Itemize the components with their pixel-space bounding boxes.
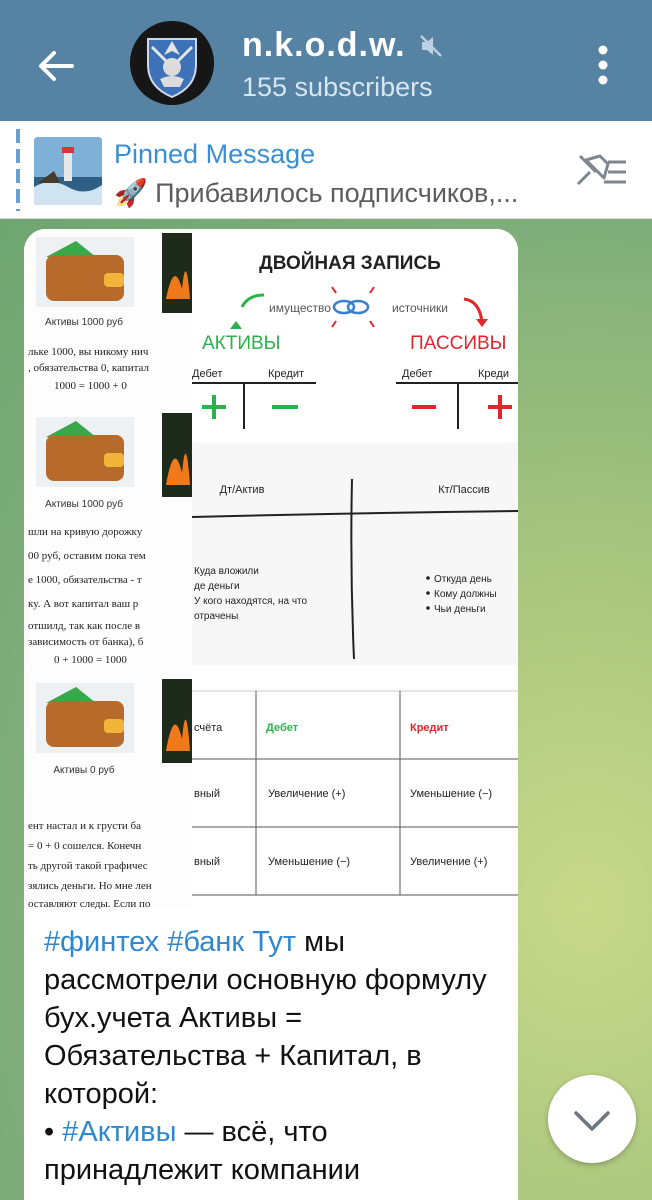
svg-text:Кредит: Кредит: [410, 722, 449, 734]
svg-text:е 1000, обязательства - т: е 1000, обязательства - т: [28, 574, 142, 586]
svg-text:счёта: счёта: [194, 722, 223, 734]
svg-text:Увеличение (+): Увеличение (+): [410, 856, 488, 868]
svg-text:Уменьшение (−): Уменьшение (−): [410, 788, 493, 800]
message-text: [44, 923, 504, 1189]
message-body: мы рассмотрели основную формулу бух.учета Активы = Обязательства + Капитал, в которой:: [44, 926, 487, 1110]
svg-text:1000 = 1000 + 0: 1000 = 1000 + 0: [54, 380, 127, 392]
svg-text:ент настал и к грусти ба: ент настал и к грусти ба: [28, 820, 142, 832]
more-vertical-icon[interactable]: [590, 40, 616, 90]
pinned-thumbnail: [34, 137, 102, 205]
svg-text:оставляют следы. Если по: оставляют следы. Если по: [28, 898, 151, 909]
pinned-message-bar[interactable]: [0, 121, 652, 219]
double-entry-title: ДВОЙНАЯ ЗАПИСЬ: [259, 253, 441, 274]
link-here[interactable]: Тут: [252, 926, 297, 958]
assets-label: АКТИВЫ: [202, 333, 281, 354]
svg-text:зялись деньги. Но мне лен: зялись деньги. Но мне лен: [28, 880, 152, 892]
liabilities-label: ПАССИВЫ: [410, 333, 507, 354]
wallet-label-1: Активы 1000 руб: [45, 317, 123, 328]
post-image[interactable]: [24, 229, 518, 909]
svg-text:0 + 1000 = 1000: 0 + 1000 = 1000: [54, 654, 127, 666]
channel-name: n.k.o.d.w.: [242, 26, 406, 64]
pinned-title: Pinned Message: [114, 139, 316, 169]
svg-text:вный: вный: [194, 856, 220, 868]
svg-text:Куда вложили: Куда вложили: [194, 566, 259, 577]
svg-text:шли на кривую дорожку: шли на кривую дорожку: [28, 526, 143, 538]
svg-text:Уменьшение (−): Уменьшение (−): [268, 856, 351, 868]
double-entry-diagram: [192, 229, 518, 443]
left-tag: имущество: [269, 301, 331, 315]
wallet-label-2: Активы 1000 руб: [45, 499, 123, 510]
subscriber-count: 155 subscribers: [242, 72, 433, 102]
svg-text:Увеличение (+): Увеличение (+): [268, 788, 346, 800]
hashtag-assets[interactable]: #Активы: [62, 1116, 177, 1148]
chat-header: [0, 0, 652, 121]
svg-text:ть другой такой графичес: ть другой такой графичес: [28, 860, 148, 872]
bullet: •: [44, 1116, 63, 1148]
svg-text:, обязательства 0, капитал: , обязательства 0, капитал: [28, 362, 149, 374]
svg-text:отрачены: отрачены: [194, 611, 239, 622]
pinned-preview-text: 🚀 Прибавилось подписчиков,...: [114, 178, 519, 208]
channel-title[interactable]: [242, 26, 444, 65]
svg-text:= 0 + 0 сошелся. Конечн: = 0 + 0 сошелся. Конечн: [28, 840, 142, 852]
hashtag-bank[interactable]: #банк: [167, 926, 245, 958]
svg-text:Дебет: Дебет: [266, 722, 299, 734]
shield-emblem-icon: [130, 21, 214, 105]
svg-text:Чьи деньги: Чьи деньги: [434, 604, 486, 615]
svg-text:зависимость от банка), б: зависимость от банка), б: [28, 636, 144, 648]
svg-text:Дебет: Дебет: [402, 368, 433, 380]
svg-text:ку. А вот капитал ваш р: ку. А вот капитал ваш р: [28, 598, 139, 610]
svg-text:У кого находятся, на что: У кого находятся, на что: [194, 596, 308, 607]
svg-text:00 руб, оставим пока тем: 00 руб, оставим пока тем: [28, 550, 146, 562]
svg-text:де деньги: де деньги: [194, 581, 240, 592]
wallet-label-3: Активы 0 руб: [53, 765, 115, 776]
svg-text:Кредит: Кредит: [268, 368, 305, 380]
svg-text:Креди: Креди: [478, 368, 509, 380]
hashtag-fintech[interactable]: #финтех: [44, 926, 160, 958]
svg-text:Кт/Пассив: Кт/Пассив: [438, 484, 490, 496]
t-account-diagram: [192, 443, 518, 665]
scroll-down-button[interactable]: [548, 1075, 636, 1163]
right-tag: источники: [391, 301, 449, 315]
svg-text:Дт/Актив: Дт/Актив: [219, 484, 265, 496]
svg-text:вный: вный: [194, 788, 220, 800]
muted-icon: [418, 33, 444, 59]
bullet-text: — всё, что принадлежит компании: [44, 1116, 361, 1186]
svg-text:Откуда день: Откуда день: [434, 574, 492, 585]
pinned-indicator: [16, 129, 20, 211]
svg-text:Дебет: Дебет: [192, 368, 223, 380]
pin-list-icon[interactable]: [574, 150, 628, 190]
channel-avatar[interactable]: [130, 21, 214, 105]
message-bubble[interactable]: [24, 229, 518, 1200]
back-arrow-icon[interactable]: [34, 44, 78, 88]
svg-text:льке 1000, вы никому нич: льке 1000, вы никому нич: [28, 346, 149, 358]
svg-text:отшилд, так как после в: отшилд, так как после в: [28, 620, 141, 632]
svg-text:Кому должны: Кому должны: [434, 589, 497, 600]
debit-credit-table: [192, 679, 518, 909]
chat-background: [0, 219, 652, 1200]
